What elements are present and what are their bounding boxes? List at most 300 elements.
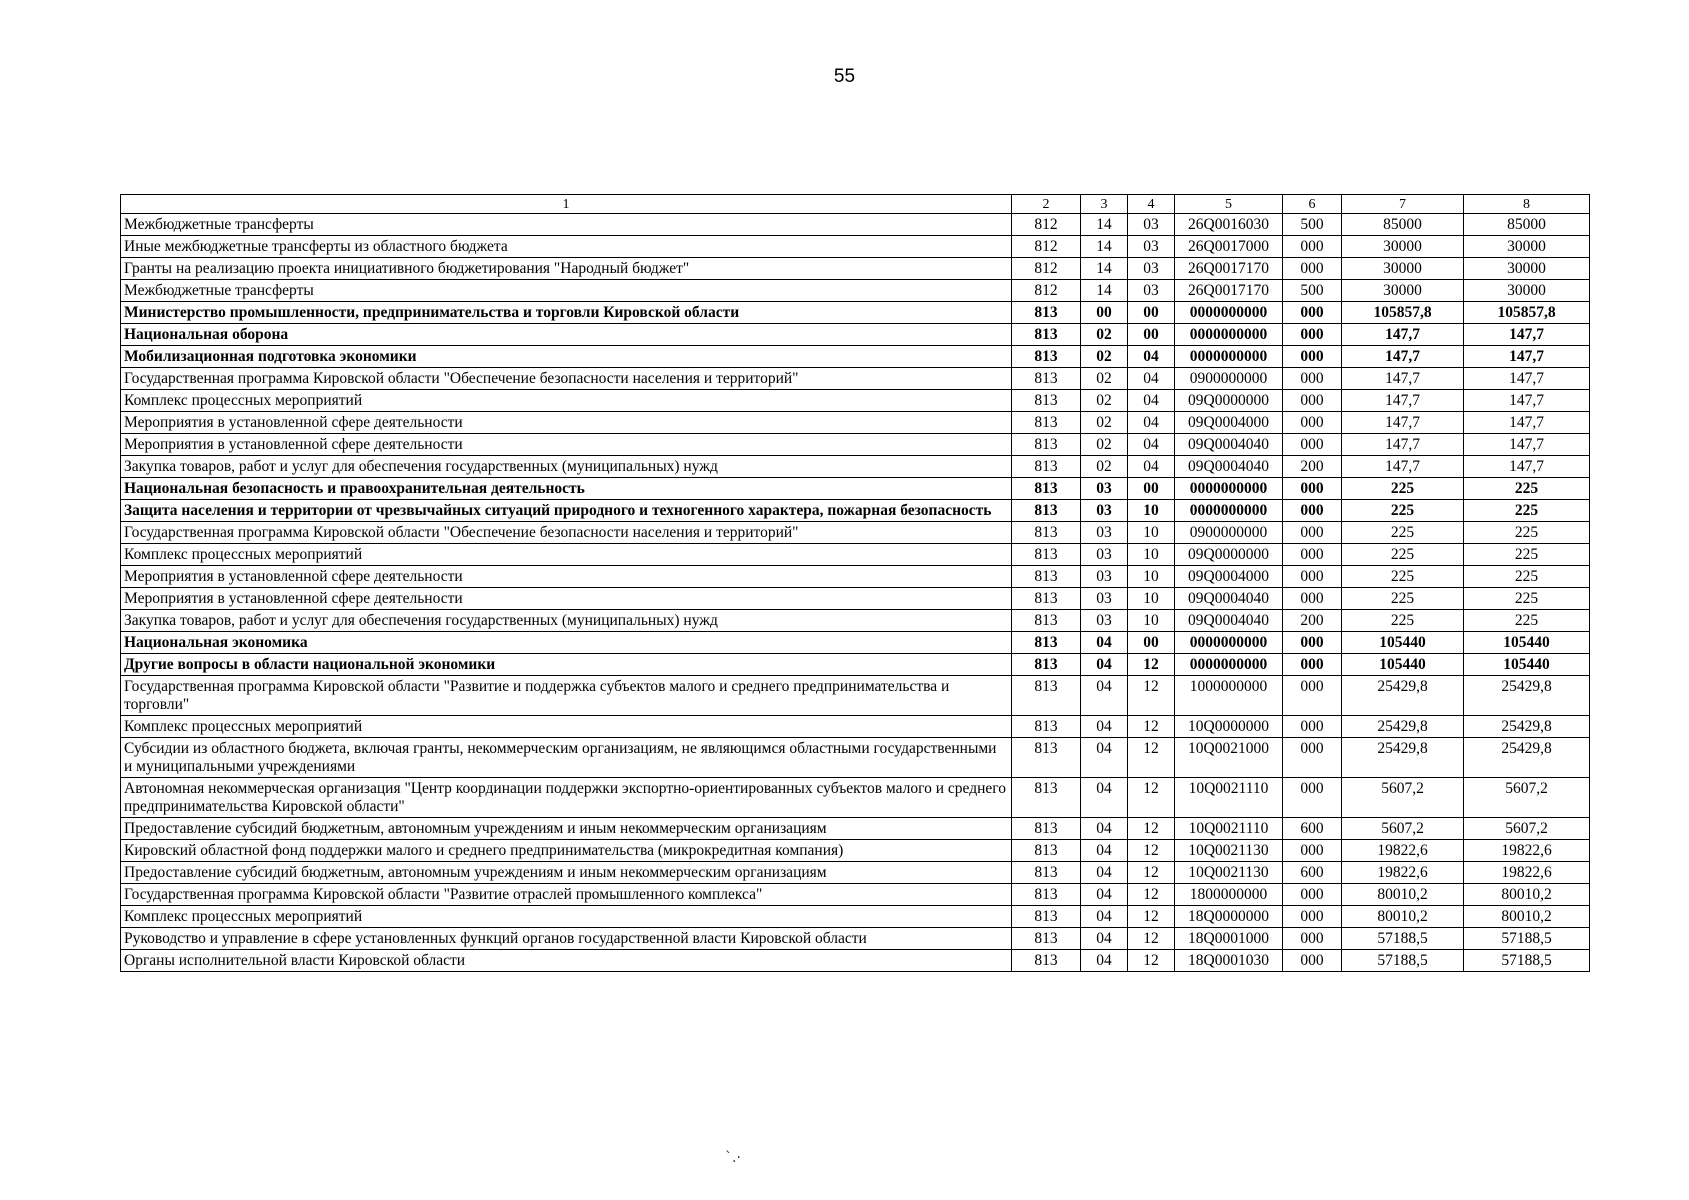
table-row — [121, 522, 1590, 544]
item-name-cell: Государственная программа Кировской области "Развитие и поддержка субъектов малого и среднего предпринимательства и торговли" — [121, 676, 1012, 716]
subsection-code-cell: 00 — [1128, 632, 1175, 654]
item-name-cell: Межбюджетные трансферты — [121, 214, 1012, 236]
amount-col8-cell: 147,7 — [1464, 324, 1590, 346]
expense-type-cell: 000 — [1283, 390, 1342, 412]
amount-col7-cell: 5607,2 — [1342, 778, 1464, 818]
target-article-cell: 09Q0004040 — [1175, 434, 1283, 456]
table-row — [121, 456, 1590, 478]
item-name-cell: Руководство и управление в сфере установленных функций органов государственной власти Кировской области — [121, 928, 1012, 950]
amount-col7-cell: 147,7 — [1342, 368, 1464, 390]
ministry-code-cell: 813 — [1012, 522, 1081, 544]
section-code-cell: 03 — [1081, 500, 1128, 522]
section-code-cell: 04 — [1081, 632, 1128, 654]
ministry-code-cell: 813 — [1012, 434, 1081, 456]
amount-col7-cell: 225 — [1342, 522, 1464, 544]
table-row — [121, 390, 1590, 412]
ministry-code-cell: 813 — [1012, 368, 1081, 390]
expense-type-cell: 500 — [1283, 214, 1342, 236]
ministry-code-cell: 813 — [1012, 478, 1081, 500]
section-code-cell: 02 — [1081, 324, 1128, 346]
target-article-cell: 10Q0021110 — [1175, 818, 1283, 840]
amount-col8-cell: 25429,8 — [1464, 676, 1590, 716]
target-article-cell: 10Q0000000 — [1175, 716, 1283, 738]
section-code-cell: 02 — [1081, 456, 1128, 478]
subsection-code-cell: 12 — [1128, 862, 1175, 884]
amount-col8-cell: 147,7 — [1464, 368, 1590, 390]
table-body — [121, 195, 1590, 972]
item-name-cell: Национальная безопасность и правоохранительная деятельность — [121, 478, 1012, 500]
subsection-code-cell: 03 — [1128, 258, 1175, 280]
expense-type-cell: 000 — [1283, 906, 1342, 928]
expense-type-cell: 000 — [1283, 840, 1342, 862]
subsection-code-cell: 12 — [1128, 840, 1175, 862]
ministry-code-cell: 813 — [1012, 632, 1081, 654]
subsection-code-cell: 12 — [1128, 818, 1175, 840]
table-row — [121, 588, 1590, 610]
table-row — [121, 434, 1590, 456]
amount-col7-cell: 225 — [1342, 588, 1464, 610]
expense-type-cell: 200 — [1283, 610, 1342, 632]
ministry-code-cell: 812 — [1012, 214, 1081, 236]
amount-col8-cell: 147,7 — [1464, 390, 1590, 412]
amount-col7-cell: 147,7 — [1342, 456, 1464, 478]
target-article-cell: 0000000000 — [1175, 324, 1283, 346]
target-article-cell: 1800000000 — [1175, 884, 1283, 906]
subsection-code-cell: 04 — [1128, 390, 1175, 412]
item-name-cell: Гранты на реализацию проекта инициативного бюджетирования "Народный бюджет" — [121, 258, 1012, 280]
amount-col8-cell: 30000 — [1464, 280, 1590, 302]
item-name-cell: Другие вопросы в области национальной экономики — [121, 654, 1012, 676]
amount-col7-cell: 30000 — [1342, 236, 1464, 258]
target-article-cell: 0900000000 — [1175, 368, 1283, 390]
subsection-code-cell: 03 — [1128, 236, 1175, 258]
header-cell: 1 — [121, 195, 1012, 214]
amount-col7-cell: 147,7 — [1342, 390, 1464, 412]
subsection-code-cell: 04 — [1128, 434, 1175, 456]
subsection-code-cell: 04 — [1128, 456, 1175, 478]
expense-type-cell: 000 — [1283, 778, 1342, 818]
amount-col7-cell: 19822,6 — [1342, 840, 1464, 862]
expense-type-cell: 000 — [1283, 500, 1342, 522]
ministry-code-cell: 813 — [1012, 346, 1081, 368]
amount-col8-cell: 225 — [1464, 566, 1590, 588]
subsection-code-cell: 12 — [1128, 928, 1175, 950]
ministry-code-cell: 813 — [1012, 716, 1081, 738]
expense-type-cell: 000 — [1283, 346, 1342, 368]
expense-type-cell: 000 — [1283, 588, 1342, 610]
amount-col8-cell: 147,7 — [1464, 434, 1590, 456]
item-name-cell: Мероприятия в установленной сфере деятельности — [121, 566, 1012, 588]
section-code-cell: 04 — [1081, 840, 1128, 862]
section-code-cell: 14 — [1081, 236, 1128, 258]
section-code-cell: 04 — [1081, 818, 1128, 840]
section-code-cell: 04 — [1081, 654, 1128, 676]
item-name-cell: Закупка товаров, работ и услуг для обеспечения государственных (муниципальных) нужд — [121, 610, 1012, 632]
item-name-cell: Национальная экономика — [121, 632, 1012, 654]
ministry-code-cell: 813 — [1012, 456, 1081, 478]
section-code-cell: 04 — [1081, 950, 1128, 972]
amount-col8-cell: 57188,5 — [1464, 928, 1590, 950]
section-code-cell: 04 — [1081, 906, 1128, 928]
item-name-cell: Государственная программа Кировской области "Развитие отраслей промышленного комплекса" — [121, 884, 1012, 906]
section-code-cell: 04 — [1081, 716, 1128, 738]
item-name-cell: Государственная программа Кировской области "Обеспечение безопасности населения и территорий" — [121, 522, 1012, 544]
subsection-code-cell: 00 — [1128, 478, 1175, 500]
item-name-cell: Комплекс процессных мероприятий — [121, 906, 1012, 928]
header-cell: 6 — [1283, 195, 1342, 214]
ministry-code-cell: 812 — [1012, 236, 1081, 258]
amount-col7-cell: 30000 — [1342, 280, 1464, 302]
expense-type-cell: 000 — [1283, 738, 1342, 778]
ministry-code-cell: 813 — [1012, 906, 1081, 928]
target-article-cell: 09Q0004000 — [1175, 566, 1283, 588]
item-name-cell: Защита населения и территории от чрезвычайных ситуаций природного и техногенного характера, пожарная безопасность — [121, 500, 1012, 522]
section-code-cell: 03 — [1081, 588, 1128, 610]
table-row — [121, 840, 1590, 862]
expense-type-cell: 000 — [1283, 676, 1342, 716]
ministry-code-cell: 812 — [1012, 280, 1081, 302]
item-name-cell: Мероприятия в установленной сфере деятельности — [121, 434, 1012, 456]
amount-col7-cell: 57188,5 — [1342, 950, 1464, 972]
header-cell: 5 — [1175, 195, 1283, 214]
ministry-code-cell: 813 — [1012, 610, 1081, 632]
ministry-code-cell: 813 — [1012, 840, 1081, 862]
amount-col7-cell: 85000 — [1342, 214, 1464, 236]
subsection-code-cell: 04 — [1128, 368, 1175, 390]
amount-col8-cell: 225 — [1464, 522, 1590, 544]
expense-type-cell: 000 — [1283, 302, 1342, 324]
target-article-cell: 1000000000 — [1175, 676, 1283, 716]
expense-type-cell: 200 — [1283, 456, 1342, 478]
table-row — [121, 214, 1590, 236]
amount-col7-cell: 147,7 — [1342, 324, 1464, 346]
amount-col8-cell: 147,7 — [1464, 346, 1590, 368]
table-row — [121, 778, 1590, 818]
table-row — [121, 906, 1590, 928]
ministry-code-cell: 813 — [1012, 950, 1081, 972]
target-article-cell: 09Q0000000 — [1175, 544, 1283, 566]
section-code-cell: 04 — [1081, 676, 1128, 716]
section-code-cell: 02 — [1081, 368, 1128, 390]
target-article-cell: 0000000000 — [1175, 346, 1283, 368]
section-code-cell: 04 — [1081, 928, 1128, 950]
subsection-code-cell: 00 — [1128, 324, 1175, 346]
ministry-code-cell: 813 — [1012, 654, 1081, 676]
table-row — [121, 654, 1590, 676]
ministry-code-cell: 813 — [1012, 412, 1081, 434]
ministry-code-cell: 813 — [1012, 862, 1081, 884]
item-name-cell: Государственная программа Кировской области "Обеспечение безопасности населения и территорий" — [121, 368, 1012, 390]
item-name-cell: Мероприятия в установленной сфере деятельности — [121, 412, 1012, 434]
amount-col8-cell: 147,7 — [1464, 456, 1590, 478]
item-name-cell: Межбюджетные трансферты — [121, 280, 1012, 302]
amount-col8-cell: 30000 — [1464, 236, 1590, 258]
expense-type-cell: 000 — [1283, 950, 1342, 972]
amount-col7-cell: 25429,8 — [1342, 716, 1464, 738]
expense-type-cell: 600 — [1283, 862, 1342, 884]
amount-col7-cell: 25429,8 — [1342, 676, 1464, 716]
expense-type-cell: 000 — [1283, 716, 1342, 738]
page-number: 55 — [833, 66, 856, 87]
amount-col8-cell: 225 — [1464, 544, 1590, 566]
target-article-cell: 10Q0021000 — [1175, 738, 1283, 778]
section-code-cell: 03 — [1081, 566, 1128, 588]
target-article-cell: 26Q0017170 — [1175, 280, 1283, 302]
expense-type-cell: 000 — [1283, 654, 1342, 676]
subsection-code-cell: 12 — [1128, 654, 1175, 676]
target-article-cell: 10Q0021130 — [1175, 840, 1283, 862]
target-article-cell: 09Q0004040 — [1175, 456, 1283, 478]
item-name-cell: Закупка товаров, работ и услуг для обеспечения государственных (муниципальных) нужд — [121, 456, 1012, 478]
amount-col7-cell: 25429,8 — [1342, 738, 1464, 778]
subsection-code-cell: 12 — [1128, 906, 1175, 928]
expense-type-cell: 000 — [1283, 368, 1342, 390]
amount-col7-cell: 57188,5 — [1342, 928, 1464, 950]
table-row — [121, 236, 1590, 258]
subsection-code-cell: 03 — [1128, 214, 1175, 236]
target-article-cell: 0000000000 — [1175, 302, 1283, 324]
table-row — [121, 478, 1590, 500]
subsection-code-cell: 12 — [1128, 738, 1175, 778]
expense-type-cell: 000 — [1283, 632, 1342, 654]
section-code-cell: 02 — [1081, 390, 1128, 412]
subsection-code-cell: 12 — [1128, 778, 1175, 818]
header-cell: 4 — [1128, 195, 1175, 214]
expense-type-cell: 500 — [1283, 280, 1342, 302]
amount-col8-cell: 105440 — [1464, 632, 1590, 654]
amount-col8-cell: 25429,8 — [1464, 716, 1590, 738]
ministry-code-cell: 813 — [1012, 676, 1081, 716]
item-name-cell: Предоставление субсидий бюджетным, автономным учреждениям и иным некоммерческим организациям — [121, 818, 1012, 840]
ministry-code-cell: 813 — [1012, 818, 1081, 840]
item-name-cell: Комплекс процессных мероприятий — [121, 390, 1012, 412]
amount-col7-cell: 80010,2 — [1342, 906, 1464, 928]
section-code-cell: 03 — [1081, 478, 1128, 500]
header-cell: 2 — [1012, 195, 1081, 214]
item-name-cell: Органы исполнительной власти Кировской области — [121, 950, 1012, 972]
section-code-cell: 03 — [1081, 522, 1128, 544]
amount-col8-cell: 225 — [1464, 500, 1590, 522]
section-code-cell: 02 — [1081, 412, 1128, 434]
section-code-cell: 04 — [1081, 778, 1128, 818]
item-name-cell: Министерство промышленности, предпринимательства и торговли Кировской области — [121, 302, 1012, 324]
ministry-code-cell: 813 — [1012, 588, 1081, 610]
expense-type-cell: 000 — [1283, 522, 1342, 544]
amount-col8-cell: 105857,8 — [1464, 302, 1590, 324]
amount-col7-cell: 105440 — [1342, 632, 1464, 654]
amount-col7-cell: 147,7 — [1342, 412, 1464, 434]
target-article-cell: 09Q0000000 — [1175, 390, 1283, 412]
section-code-cell: 14 — [1081, 258, 1128, 280]
section-code-cell: 00 — [1081, 302, 1128, 324]
subsection-code-cell: 10 — [1128, 522, 1175, 544]
item-name-cell: Комплекс процессных мероприятий — [121, 544, 1012, 566]
table-row — [121, 884, 1590, 906]
target-article-cell: 09Q0004000 — [1175, 412, 1283, 434]
budget-table — [120, 194, 1590, 972]
item-name-cell: Автономная некоммерческая организация "Центр координации поддержки экспортно-ориентированных субъектов малого и среднего предпринимательства Кировской области" — [121, 778, 1012, 818]
item-name-cell: Комплекс процессных мероприятий — [121, 716, 1012, 738]
table-row — [121, 566, 1590, 588]
item-name-cell: Национальная оборона — [121, 324, 1012, 346]
expense-type-cell: 000 — [1283, 236, 1342, 258]
item-name-cell: Кировский областной фонд поддержки малого и среднего предпринимательства (микрокредитная компания) — [121, 840, 1012, 862]
amount-col8-cell: 225 — [1464, 478, 1590, 500]
amount-col7-cell: 5607,2 — [1342, 818, 1464, 840]
section-code-cell: 14 — [1081, 214, 1128, 236]
section-code-cell: 03 — [1081, 544, 1128, 566]
expense-type-cell: 000 — [1283, 566, 1342, 588]
subsection-code-cell: 10 — [1128, 566, 1175, 588]
subsection-code-cell: 10 — [1128, 500, 1175, 522]
subsection-code-cell: 12 — [1128, 884, 1175, 906]
ministry-code-cell: 813 — [1012, 302, 1081, 324]
section-code-cell: 04 — [1081, 862, 1128, 884]
target-article-cell: 0000000000 — [1175, 500, 1283, 522]
expense-type-cell: 000 — [1283, 884, 1342, 906]
ministry-code-cell: 813 — [1012, 928, 1081, 950]
target-article-cell: 18Q0001030 — [1175, 950, 1283, 972]
target-article-cell: 0000000000 — [1175, 654, 1283, 676]
amount-col7-cell: 147,7 — [1342, 346, 1464, 368]
expense-type-cell: 000 — [1283, 324, 1342, 346]
amount-col7-cell: 225 — [1342, 566, 1464, 588]
table-row — [121, 716, 1590, 738]
amount-col8-cell: 19822,6 — [1464, 840, 1590, 862]
target-article-cell: 18Q0001000 — [1175, 928, 1283, 950]
table-row — [121, 500, 1590, 522]
item-name-cell: Мобилизационная подготовка экономики — [121, 346, 1012, 368]
target-article-cell: 10Q0021130 — [1175, 862, 1283, 884]
ministry-code-cell: 812 — [1012, 258, 1081, 280]
table-row — [121, 412, 1590, 434]
amount-col8-cell: 19822,6 — [1464, 862, 1590, 884]
subsection-code-cell: 04 — [1128, 412, 1175, 434]
item-name-cell: Субсидии из областного бюджета, включая гранты, некоммерческим организациям, не являющимся областными государственными и муниципальными учреждениями — [121, 738, 1012, 778]
subsection-code-cell: 03 — [1128, 280, 1175, 302]
amount-col7-cell: 105440 — [1342, 654, 1464, 676]
table-row — [121, 818, 1590, 840]
expense-type-cell: 000 — [1283, 258, 1342, 280]
target-article-cell: 10Q0021110 — [1175, 778, 1283, 818]
target-article-cell: 0900000000 — [1175, 522, 1283, 544]
amount-col7-cell: 80010,2 — [1342, 884, 1464, 906]
table-row — [121, 610, 1590, 632]
amount-col8-cell: 80010,2 — [1464, 884, 1590, 906]
header-cell: 8 — [1464, 195, 1590, 214]
table-row — [121, 862, 1590, 884]
amount-col8-cell: 80010,2 — [1464, 906, 1590, 928]
amount-col8-cell: 105440 — [1464, 654, 1590, 676]
amount-col7-cell: 225 — [1342, 478, 1464, 500]
item-name-cell: Предоставление субсидий бюджетным, автономным учреждениям и иным некоммерческим организациям — [121, 862, 1012, 884]
expense-type-cell: 600 — [1283, 818, 1342, 840]
ministry-code-cell: 813 — [1012, 738, 1081, 778]
ministry-code-cell: 813 — [1012, 500, 1081, 522]
table-row — [121, 258, 1590, 280]
section-code-cell: 14 — [1081, 280, 1128, 302]
table-row — [121, 346, 1590, 368]
amount-col7-cell: 225 — [1342, 610, 1464, 632]
target-article-cell: 26Q0017000 — [1175, 236, 1283, 258]
subsection-code-cell: 10 — [1128, 610, 1175, 632]
table-row — [121, 950, 1590, 972]
subsection-code-cell: 12 — [1128, 716, 1175, 738]
subsection-code-cell: 12 — [1128, 950, 1175, 972]
table-row — [121, 928, 1590, 950]
subsection-code-cell: 10 — [1128, 588, 1175, 610]
target-article-cell: 0000000000 — [1175, 478, 1283, 500]
expense-type-cell: 000 — [1283, 412, 1342, 434]
item-name-cell: Иные межбюджетные трансферты из областного бюджета — [121, 236, 1012, 258]
amount-col7-cell: 147,7 — [1342, 434, 1464, 456]
section-code-cell: 04 — [1081, 738, 1128, 778]
section-code-cell: 02 — [1081, 434, 1128, 456]
table-row — [121, 302, 1590, 324]
amount-col8-cell: 147,7 — [1464, 412, 1590, 434]
expense-type-cell: 000 — [1283, 478, 1342, 500]
header-cell: 7 — [1342, 195, 1464, 214]
ministry-code-cell: 813 — [1012, 390, 1081, 412]
scan-artifact-mark: `.· — [725, 1150, 741, 1166]
expense-type-cell: 000 — [1283, 544, 1342, 566]
ministry-code-cell: 813 — [1012, 544, 1081, 566]
target-article-cell: 09Q0004040 — [1175, 588, 1283, 610]
amount-col8-cell: 5607,2 — [1464, 818, 1590, 840]
section-code-cell: 03 — [1081, 610, 1128, 632]
amount-col8-cell: 25429,8 — [1464, 738, 1590, 778]
section-code-cell: 02 — [1081, 346, 1128, 368]
table-row — [121, 368, 1590, 390]
table-row — [121, 280, 1590, 302]
ministry-code-cell: 813 — [1012, 566, 1081, 588]
subsection-code-cell: 10 — [1128, 544, 1175, 566]
subsection-code-cell: 12 — [1128, 676, 1175, 716]
expense-type-cell: 000 — [1283, 928, 1342, 950]
subsection-code-cell: 04 — [1128, 346, 1175, 368]
table-row — [121, 544, 1590, 566]
header-cell: 3 — [1081, 195, 1128, 214]
ministry-code-cell: 813 — [1012, 778, 1081, 818]
amount-col8-cell: 85000 — [1464, 214, 1590, 236]
target-article-cell: 09Q0004040 — [1175, 610, 1283, 632]
ministry-code-cell: 813 — [1012, 324, 1081, 346]
table-row — [121, 632, 1590, 654]
amount-col8-cell: 57188,5 — [1464, 950, 1590, 972]
amount-col7-cell: 30000 — [1342, 258, 1464, 280]
amount-col7-cell: 225 — [1342, 544, 1464, 566]
item-name-cell: Мероприятия в установленной сфере деятельности — [121, 588, 1012, 610]
section-code-cell: 04 — [1081, 884, 1128, 906]
table-row — [121, 324, 1590, 346]
table-row — [121, 676, 1590, 716]
target-article-cell: 26Q0016030 — [1175, 214, 1283, 236]
amount-col8-cell: 30000 — [1464, 258, 1590, 280]
amount-col7-cell: 19822,6 — [1342, 862, 1464, 884]
table-row — [121, 738, 1590, 778]
target-article-cell: 0000000000 — [1175, 632, 1283, 654]
subsection-code-cell: 00 — [1128, 302, 1175, 324]
amount-col8-cell: 225 — [1464, 610, 1590, 632]
expense-type-cell: 000 — [1283, 434, 1342, 456]
target-article-cell: 18Q0000000 — [1175, 906, 1283, 928]
amount-col7-cell: 105857,8 — [1342, 302, 1464, 324]
amount-col7-cell: 225 — [1342, 500, 1464, 522]
amount-col8-cell: 5607,2 — [1464, 778, 1590, 818]
amount-col8-cell: 225 — [1464, 588, 1590, 610]
table-header-row — [121, 195, 1590, 214]
ministry-code-cell: 813 — [1012, 884, 1081, 906]
